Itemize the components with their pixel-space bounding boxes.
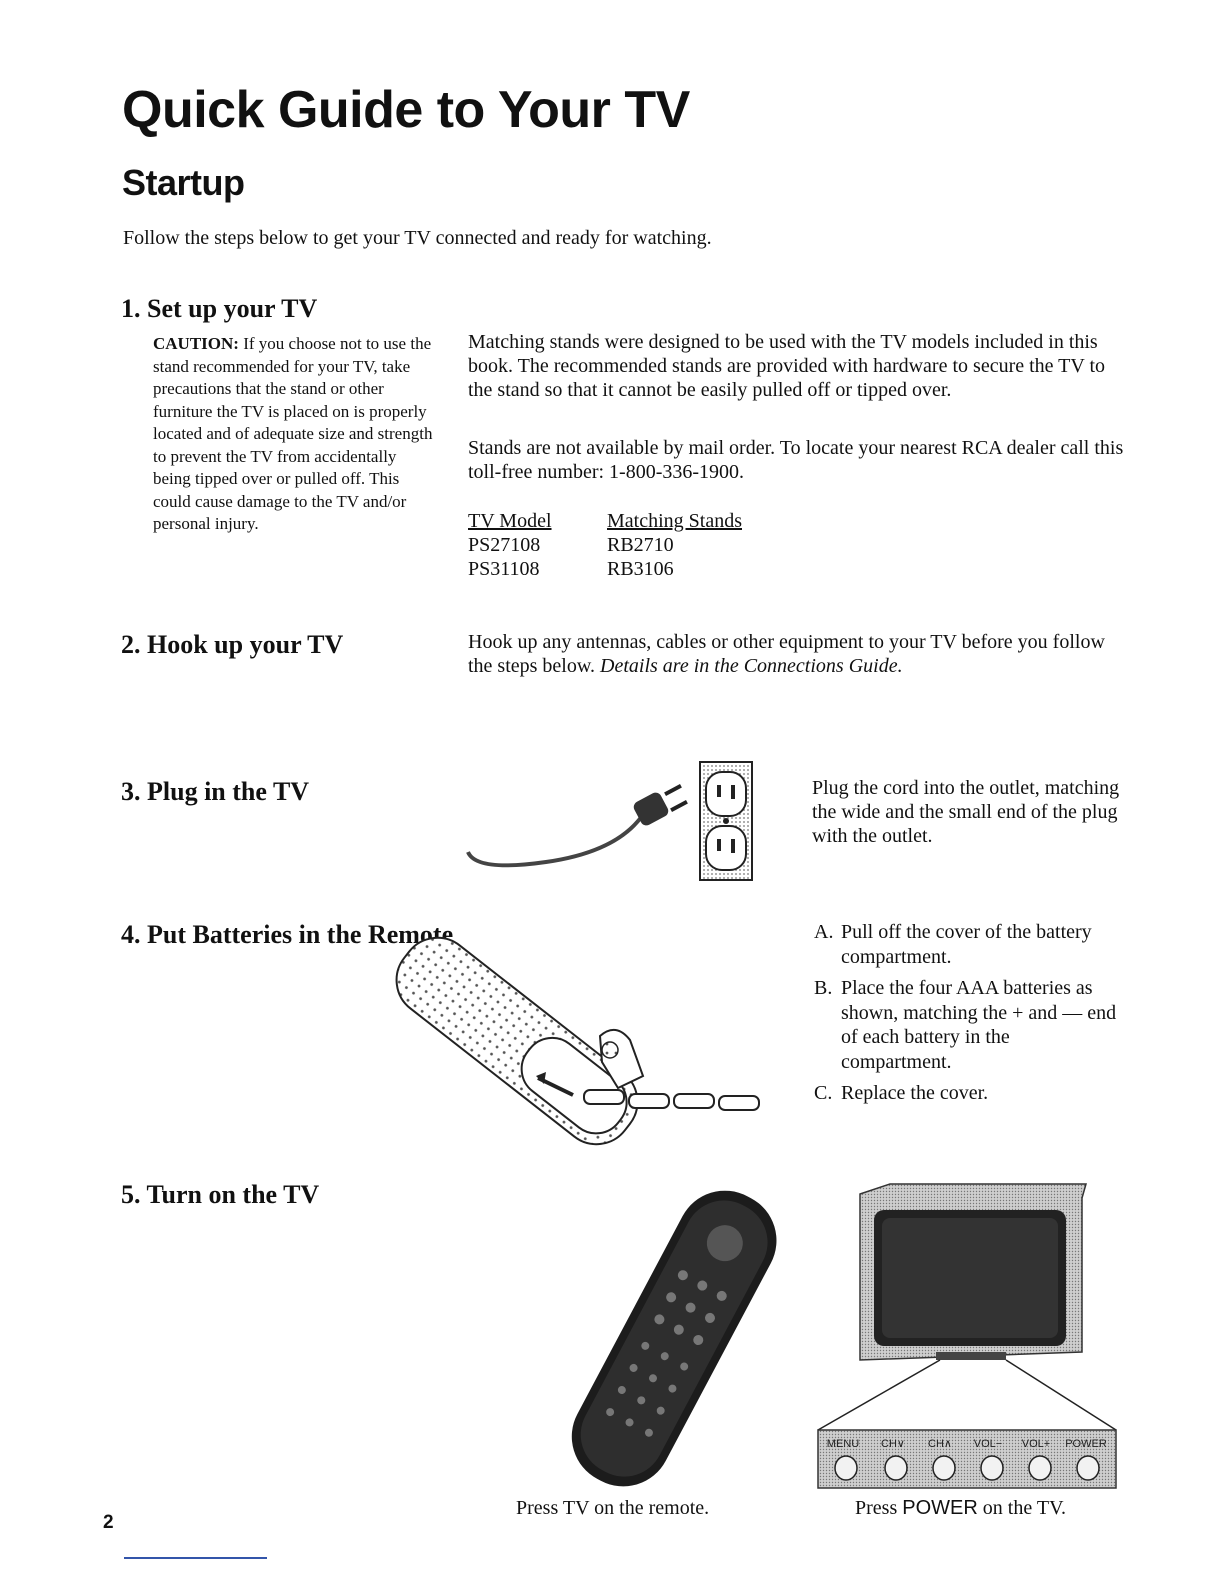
remote-battery-illustration: [378, 950, 763, 1140]
table-row: [468, 533, 742, 557]
hookup-text-main: Hook up any antennas, cables or other equipment to your TV before you follow the steps below.: [468, 631, 1105, 677]
panel-label-vol-down: VOL−: [973, 1438, 1003, 1450]
table-cell: RB3106: [607, 557, 674, 580]
table-cell: RB2710: [607, 533, 674, 556]
list-item-letter: B.: [814, 977, 833, 999]
table-header-row: [468, 509, 742, 533]
list-item: [814, 920, 1124, 969]
menu-button: [835, 1456, 857, 1480]
hookup-text-italic: Details are in the Connections Guide.: [600, 655, 903, 677]
panel-label-ch-up: CH∧: [928, 1438, 952, 1450]
page-number: 2: [103, 1512, 114, 1533]
caution-label: CAUTION:: [153, 334, 239, 353]
table-cell: PS31108: [468, 557, 540, 580]
list-item: [814, 976, 1124, 1074]
battery-steps-list: [814, 920, 1124, 1113]
ch-up-button: [933, 1456, 955, 1480]
tv-caption-key: POWER: [902, 1497, 978, 1519]
ch-down-button: [885, 1456, 907, 1480]
step1-heading: 1. Set up your TV: [121, 294, 318, 323]
step5-heading: 5. Turn on the TV: [121, 1180, 320, 1209]
tv-caption-post: on the TV.: [977, 1497, 1066, 1519]
vol-up-button: [1029, 1456, 1051, 1480]
remote-caption: Press TV on the remote.: [516, 1497, 710, 1519]
footer-rule: [124, 1557, 267, 1559]
plug-instructions: Plug the cord into the outlet, matching the wide and the small end of the plug with the outlet.: [812, 777, 1120, 847]
panel-label-power: POWER: [1065, 1438, 1107, 1450]
list-item-letter: C.: [814, 1082, 833, 1104]
step4-heading: 4. Put Batteries in the Remote: [121, 920, 454, 949]
table-header-tv-model: TV Model: [468, 509, 552, 532]
vol-down-button: [981, 1456, 1003, 1480]
tv-caption-pre: Press: [855, 1497, 903, 1519]
list-item-text: Place the four AAA batteries as shown, matching the + and — end of each battery in the compartment.: [841, 977, 1117, 1073]
table-header-matching-stands: Matching Stands: [607, 509, 742, 532]
table-cell: PS27108: [468, 533, 541, 556]
tv-caption: [855, 1497, 1066, 1520]
panel-label-ch-down: CH∨: [881, 1438, 905, 1450]
dealer-paragraph: Stands are not available by mail order. To locate your nearest RCA dealer call this toll-free number: 1-800-336-1900.: [468, 437, 1124, 483]
table-row: [468, 557, 742, 581]
plug-outlet-illustration: [466, 760, 758, 885]
caution-text: If you choose not to use the stand recommended for your TV, take precautions that the stand or other furniture the TV is placed on is properly located and of adequate size and strength to prevent the TV from accidentally being tipped over or pulled off. This could cause damage to the TV and/or personal injury.: [153, 334, 433, 533]
intro-text: Follow the steps below to get your TV connected and ready for watching.: [123, 227, 712, 249]
step2-heading: 2. Hook up your TV: [121, 630, 344, 659]
hookup-text: [468, 630, 1128, 678]
step3-heading: 3. Plug in the TV: [121, 777, 310, 806]
list-item-text: Replace the cover.: [841, 1082, 989, 1104]
list-item: [814, 1081, 1124, 1106]
remote-control-illustration: [520, 1175, 745, 1495]
panel-label-menu: MENU: [826, 1438, 860, 1450]
section-title: Startup: [122, 162, 245, 203]
power-button: [1077, 1456, 1099, 1480]
list-item-text: Pull off the cover of the battery compartment.: [841, 921, 1092, 968]
page-title: Quick Guide to Your TV: [122, 81, 690, 139]
model-stand-table: [468, 509, 742, 581]
tv-illustration: [816, 1184, 1120, 1490]
caution-note: [153, 333, 438, 536]
list-item-letter: A.: [814, 921, 834, 943]
stands-paragraph: Matching stands were designed to be used with the TV models included in this book. The recommended stands are provided with hardware to secure the TV to the stand so that it cannot be easily pulled off or tipped over.: [468, 331, 1106, 401]
panel-label-vol-up: VOL+: [1021, 1438, 1051, 1450]
